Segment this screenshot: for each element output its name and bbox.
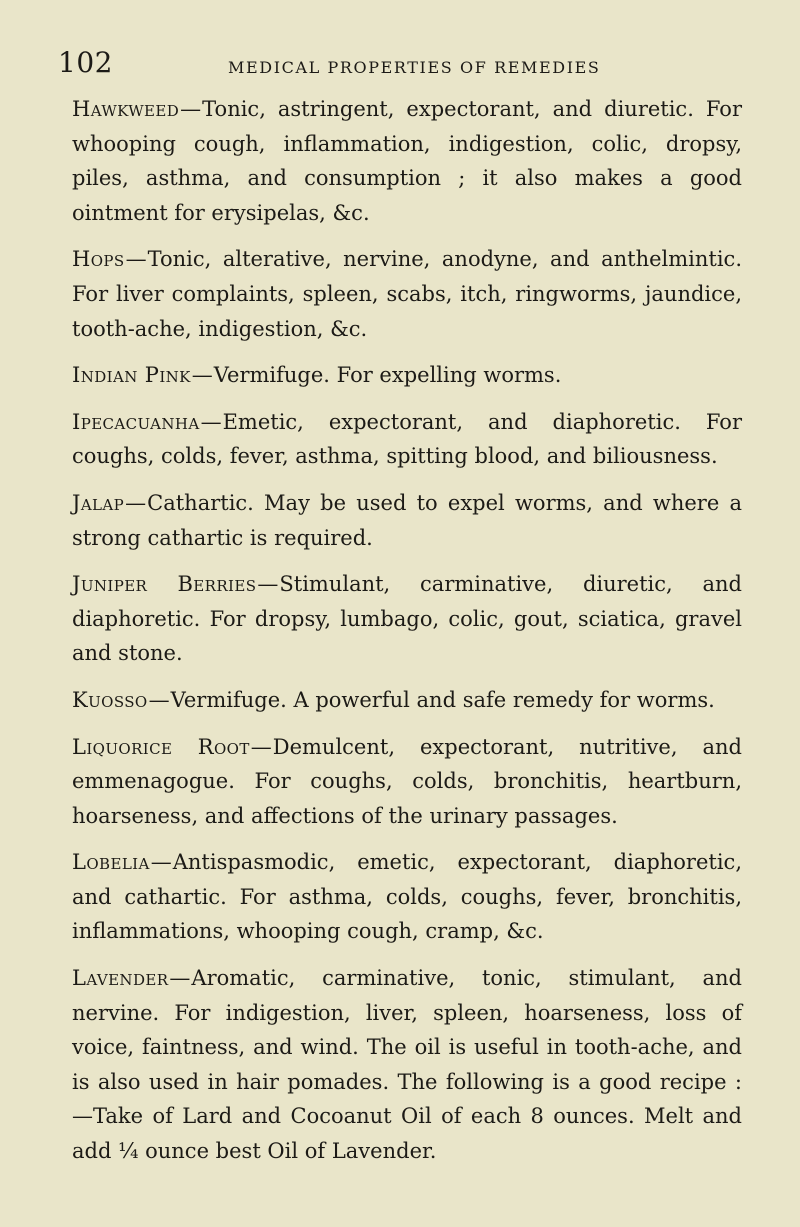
- entry-text: Tonic, alterative, nervine, anodyne, and anthelmintic. For liver complaints, spleen, scabs, itch, ringworms, jaundice, tooth-ache, indigestion, &c.: [72, 247, 742, 341]
- entry-ipecacuanha: [58, 405, 742, 474]
- entry-term: Ipecacuanha: [72, 409, 200, 434]
- entry-text: Tonic, astringent, expectorant, and diuretic. For whooping cough, inflammation, indigestion, colic, dropsy, piles, asthma, and consumption ; it also makes a good ointment for erysipelas, &c.: [72, 97, 742, 225]
- remedy-entries: [58, 92, 742, 1169]
- entry-text: Stimulant, carminative, diuretic, and diaphoretic. For dropsy, lumbago, colic, gout, sciatica, gravel and stone.: [72, 572, 742, 666]
- entry-text: Demulcent, expectorant, nutritive, and emmenagogue. For coughs, colds, bronchitis, heartburn, hoarseness, and affections of the urinary passages.: [72, 734, 742, 828]
- entry-hops: [58, 242, 742, 346]
- entry-text: Emetic, expectorant, and diaphoretic. For coughs, colds, fever, asthma, spitting blood, and biliousness.: [72, 409, 742, 469]
- entry-term: Jalap: [72, 490, 125, 515]
- entry-term: Lobelia: [72, 850, 150, 875]
- entry-separator: —: [200, 409, 222, 434]
- entry-term: Kuosso: [72, 687, 148, 712]
- running-head: MEDICAL PROPERTIES OF REMEDIES: [228, 58, 601, 77]
- entry-term: Juniper Berries: [72, 572, 257, 597]
- entry-separator: —: [169, 966, 191, 991]
- entry-separator: —: [125, 247, 147, 272]
- entry-text: Vermifuge. For expelling worms.: [213, 363, 562, 388]
- entry-term: Indian Pink: [72, 363, 191, 388]
- entry-text: Vermifuge. A powerful and safe remedy for worms.: [170, 687, 715, 712]
- entry-hawkweed: [58, 92, 742, 230]
- entry-separator: —: [148, 687, 170, 712]
- entry-lobelia: [58, 845, 742, 949]
- entry-separator: —: [250, 734, 272, 759]
- entry-text: Cathartic. May be used to expel worms, and where a strong cathartic is required.: [72, 490, 742, 550]
- page-number: 102: [58, 46, 113, 79]
- entry-text: Antispasmodic, emetic, expectorant, diaphoretic, and cathartic. For asthma, colds, coughs, fever, bronchitis, inflammations, whooping cough, cramp, &c.: [72, 850, 742, 944]
- entry-term: Liquorice Root: [72, 734, 250, 759]
- entry-liquorice-root: [58, 730, 742, 834]
- entry-jalap: [58, 486, 742, 555]
- entry-kuosso: [58, 683, 742, 718]
- entry-separator: —: [125, 490, 147, 515]
- entry-juniper-berries: [58, 567, 742, 671]
- entry-term: Hops: [72, 247, 125, 272]
- entry-separator: —: [191, 363, 213, 388]
- entry-term: Hawkweed: [72, 97, 180, 121]
- page-header: [58, 38, 742, 84]
- entry-lavender: [58, 961, 742, 1169]
- entry-separator: —: [180, 97, 202, 121]
- entry-separator: —: [150, 850, 172, 875]
- entry-indian-pink: [58, 358, 742, 393]
- entry-separator: —: [257, 572, 279, 597]
- entry-term: Lavender: [72, 966, 169, 991]
- entry-text: Aromatic, carminative, tonic, stimulant, and nervine. For indigestion, liver, spleen, hoarseness, loss of voice, faintness, and wind. The oil is useful in tooth-ache, and is also used in hair pomades. The following is a good recipe :—Take of Lard and Cocoanut Oil of each 8 ounces. Melt and add ¼ ounce best Oil of Lavender.: [72, 966, 742, 1164]
